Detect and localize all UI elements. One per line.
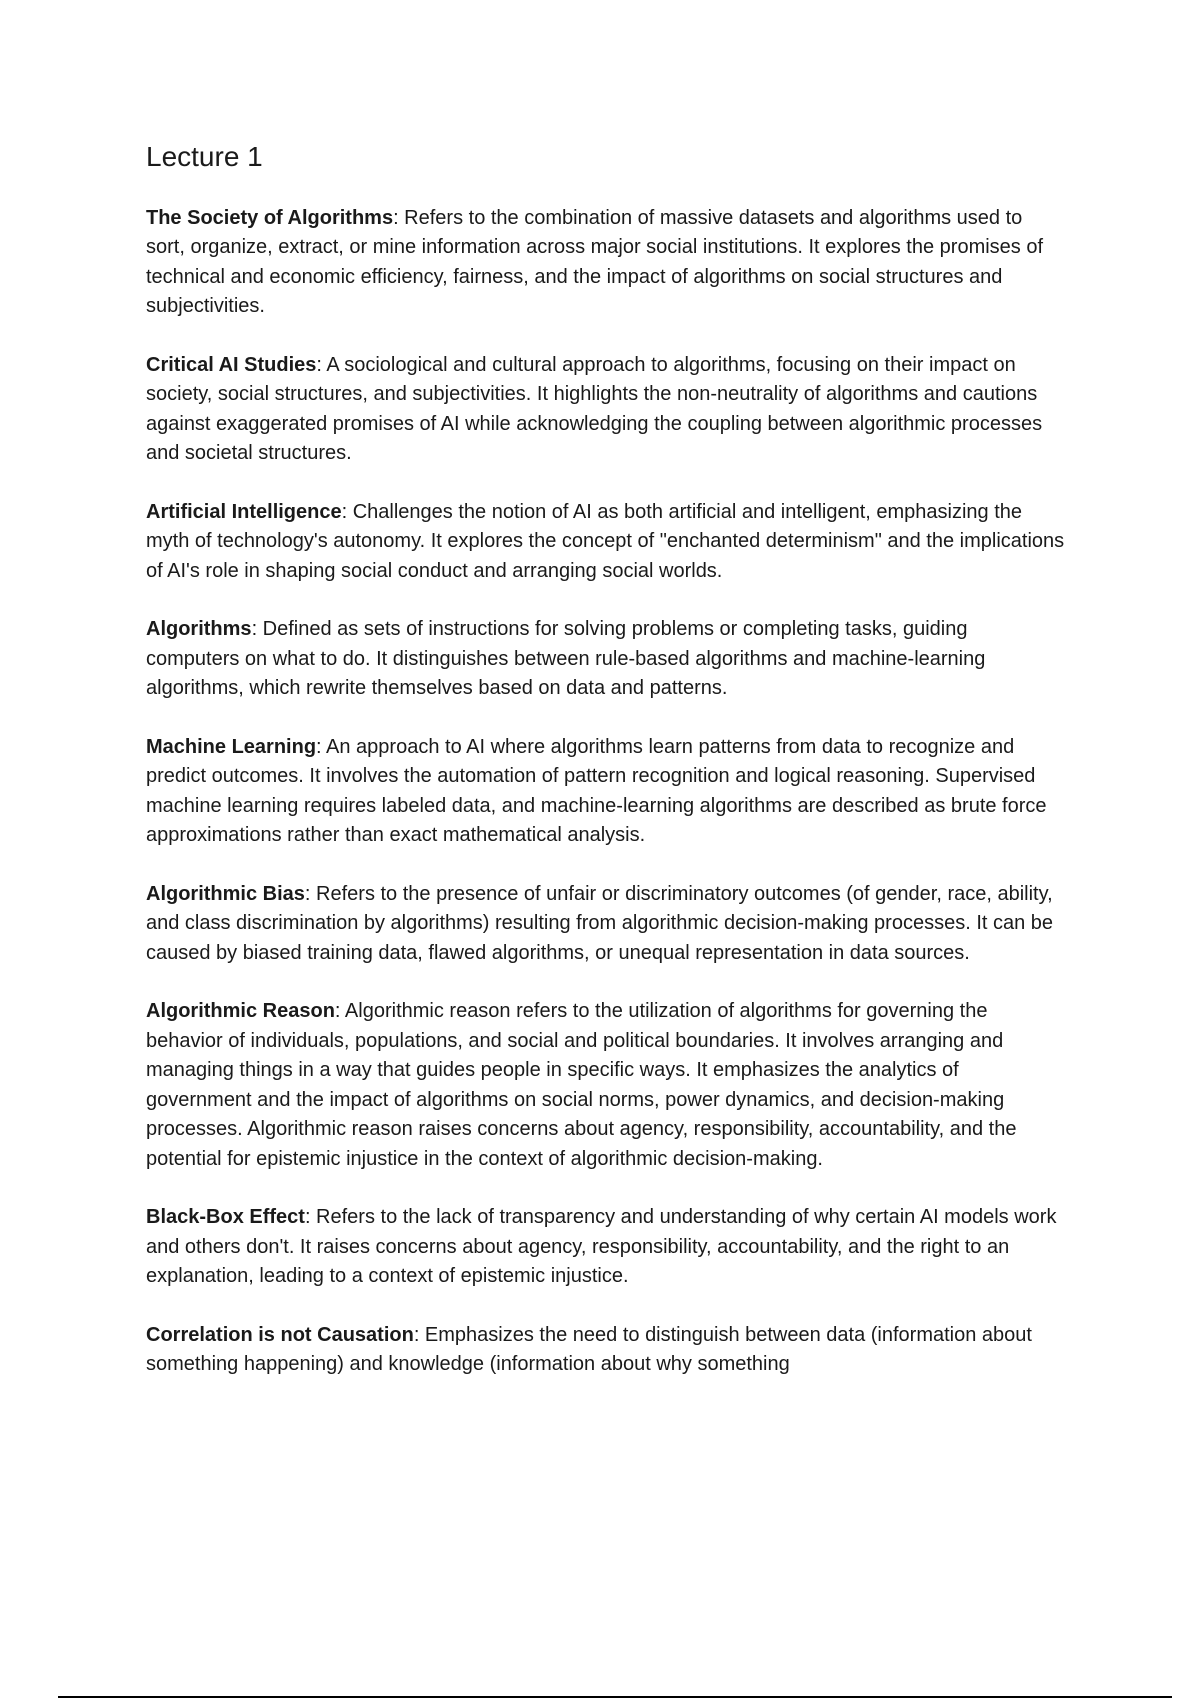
- entry-definition: : Emphasizes the need to distinguish between data (information about something happening) and knowledge (information about why something: [146, 1323, 1032, 1376]
- page-bottom-divider: [58, 1696, 1172, 1698]
- entry-definition: : Algorithmic reason refers to the utilization of algorithms for governing the behavior of individuals, populations, and social and political boundaries. It involves arranging and managing things in a way that guides people in specific ways. It emphasizes the analytics of government and the impact of algorithms on social norms, power dynamics, and decision-making processes. Algorithmic reason raises concerns about agency, responsibility, accountability, and the potential for epistemic injustice in the context of algorithmic decision-making.: [146, 1000, 1017, 1170]
- entry-definition: : Challenges the notion of AI as both artificial and intelligent, emphasizing the myth of technology's autonomy. It explores the concept of "enchanted determinism" and the implications of AI's role in shaping social conduct and arranging social worlds.: [146, 500, 1065, 582]
- entry-definition: : Defined as sets of instructions for solving problems or completing tasks, guiding computers on what to do. It distinguishes between rule-based algorithms and machine-learning algorithms, which rewrite themselves based on data and patterns.: [146, 618, 986, 700]
- entry-definition: : A sociological and cultural approach to algorithms, focusing on their impact on society, social structures, and subjectivities. It highlights the non-neutrality of algorithms and cautions against exaggerated promises of AI while acknowledging the coupling between algorithmic processes and societal structures.: [146, 353, 1043, 465]
- entry-correlation-not-causation: [146, 1321, 1066, 1380]
- entry-definition: : Refers to the combination of massive datasets and algorithms used to sort, organize, extract, or mine information across major social institutions. It explores the promises of technical and economic efficiency, fairness, and the impact of algorithms on social structures and subjectivities.: [146, 206, 1044, 318]
- entry-term: Black-Box Effect: [146, 1206, 305, 1229]
- entry-term: Correlation is not Causation: [146, 1323, 414, 1346]
- entry-definition: : An approach to AI where algorithms learn patterns from data to recognize and predict outcomes. It involves the automation of pattern recognition and logical reasoning. Supervised machine learning requires labeled data, and machine-learning algorithms are described as brute force approximations rather than exact mathematical analysis.: [146, 735, 1047, 847]
- entry-term: Algorithmic Bias: [146, 882, 305, 905]
- entry-term: Algorithms: [146, 618, 252, 641]
- entry-term: Critical AI Studies: [146, 353, 317, 376]
- entry-algorithmic-bias: [146, 880, 1066, 969]
- entry-society-of-algorithms: [146, 204, 1066, 322]
- entry-artificial-intelligence: [146, 498, 1066, 587]
- entry-term: Algorithmic Reason: [146, 1000, 335, 1023]
- page-title: Lecture 1: [146, 141, 263, 172]
- entry-black-box-effect: [146, 1203, 1066, 1292]
- entry-algorithms: [146, 615, 1066, 704]
- entry-machine-learning: [146, 733, 1066, 851]
- entry-critical-ai-studies: [146, 351, 1066, 469]
- document-page: [146, 140, 1066, 1409]
- entry-term: The Society of Algorithms: [146, 206, 394, 229]
- entry-algorithmic-reason: [146, 997, 1066, 1174]
- entry-term: Artificial Intelligence: [146, 500, 342, 523]
- entry-definition: : Refers to the lack of transparency and understanding of why certain AI models work and others don't. It raises concerns about agency, responsibility, accountability, and the right to an explanation, leading to a context of epistemic injustice.: [146, 1206, 1057, 1288]
- entry-definition: : Refers to the presence of unfair or discriminatory outcomes (of gender, race, ability, and class discrimination by algorithms) resulting from algorithmic decision-making processes. It can be caused by biased training data, flawed algorithms, or unequal representation in data sources.: [146, 882, 1054, 964]
- entry-term: Machine Learning: [146, 735, 317, 758]
